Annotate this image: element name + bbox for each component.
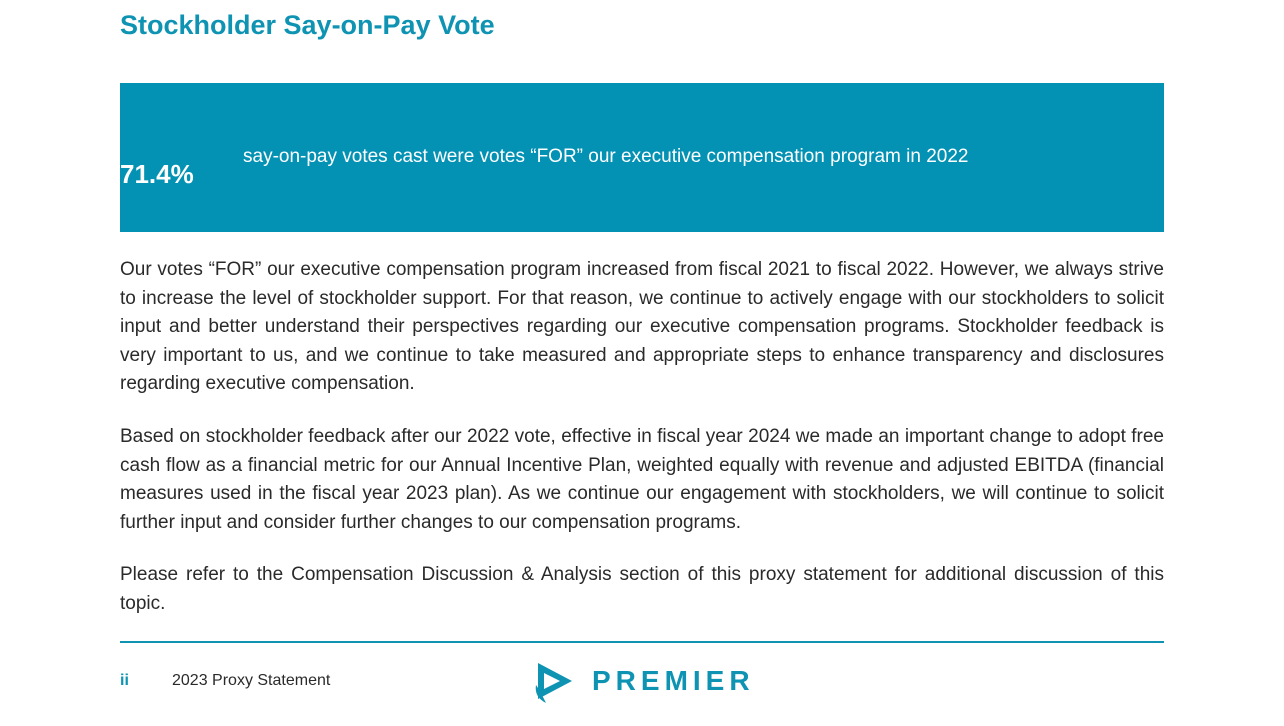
body-paragraph: Please refer to the Compensation Discussion & Analysis section of this proxy statement for additional discussion of this topic.	[120, 564, 1164, 614]
logo-wordmark: PREMIER	[592, 665, 755, 696]
footer-divider	[120, 641, 1164, 643]
page-number: ii	[120, 672, 129, 689]
premier-logo-icon	[530, 657, 578, 705]
body-paragraph: Our votes “FOR” our executive compensation program increased from fiscal 2021 to fiscal 2022. However, we always strive to increase the level of stockholder support. For that reason, we continue to actively engage with our stockholders to solicit input and better understand their perspectives regarding our executive compensation programs. Stockholder feedback is very important to us, and we continue to take measured and appropriate steps to enhance transparency and disclosures regarding executive compensation.	[120, 259, 1164, 394]
page-title: Stockholder Say-on-Pay Vote	[120, 10, 495, 40]
vote-description: say-on-pay votes cast were votes “FOR” our executive compensation program in 2022	[243, 146, 969, 167]
document-label: 2023 Proxy Statement	[172, 672, 331, 689]
body-paragraph: Based on stockholder feedback after our 2022 vote, effective in fiscal year 2024 we made an important change to adopt free cash flow as a financial metric for our Annual Incentive Plan, weighted equally with revenue and adjusted EBITDA (financial measures used in the fiscal year 2023 plan). As we continue our engagement with stockholders, we will continue to solicit further input and consider further changes to our compensation programs.	[120, 426, 1164, 533]
vote-percentage: 71.4%	[120, 159, 194, 189]
premier-logo	[530, 656, 755, 706]
say-on-pay-banner	[120, 83, 1164, 232]
